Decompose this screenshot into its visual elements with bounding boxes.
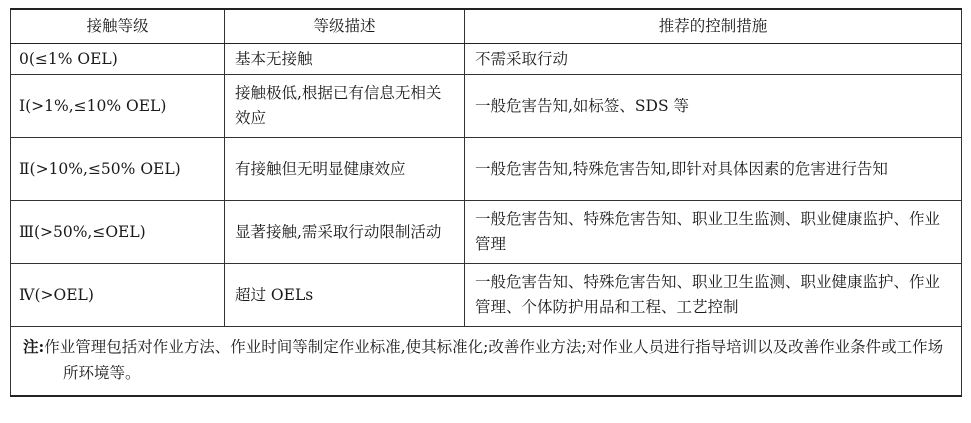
header-description: 等级描述: [225, 9, 465, 44]
note-label: 注:: [23, 337, 45, 356]
exposure-level-table-container: [10, 8, 961, 397]
description-cell: 接触极低,根据已有信息无相关效应: [225, 75, 465, 138]
level-cell: Ⅱ(>10%,≤50% OEL): [11, 138, 225, 201]
description-cell: 基本无接触: [225, 44, 465, 75]
table-row: [11, 201, 962, 264]
header-row: [11, 9, 962, 44]
table-note: [11, 327, 962, 397]
measures-cell: 一般危害告知,特殊危害告知,即针对具体因素的危害进行告知: [465, 138, 962, 201]
level-cell: Ⅲ(>50%,≤OEL): [11, 201, 225, 264]
level-cell: Ⅰ(>1%,≤10% OEL): [11, 75, 225, 138]
note-text: 作业管理包括对作业方法、作业时间等制定作业标准,使其标准化;改善作业方法;对作业人员进行指导培训以及改善作业条件或工作场所环境等。: [44, 338, 944, 382]
measures-cell: 一般危害告知,如标签、SDS 等: [465, 75, 962, 138]
description-cell: 显著接触,需采取行动限制活动: [225, 201, 465, 264]
level-cell: 0(≤1% OEL): [11, 44, 225, 75]
note-body: [21, 334, 947, 386]
exposure-level-table: [10, 8, 962, 397]
header-measures: 推荐的控制措施: [465, 9, 962, 44]
measures-cell: 一般危害告知、特殊危害告知、职业卫生监测、职业健康监护、作业管理、个体防护用品和工程、工艺控制: [465, 264, 962, 327]
description-cell: 超过 OELs: [225, 264, 465, 327]
table-row: [11, 44, 962, 75]
level-cell: Ⅳ(>OEL): [11, 264, 225, 327]
table-row: [11, 75, 962, 138]
description-cell: 有接触但无明显健康效应: [225, 138, 465, 201]
header-level: 接触等级: [11, 9, 225, 44]
table-note-row: [11, 327, 962, 397]
measures-cell: 不需采取行动: [465, 44, 962, 75]
table-row: [11, 138, 962, 201]
table-row: [11, 264, 962, 327]
measures-cell: 一般危害告知、特殊危害告知、职业卫生监测、职业健康监护、作业管理: [465, 201, 962, 264]
